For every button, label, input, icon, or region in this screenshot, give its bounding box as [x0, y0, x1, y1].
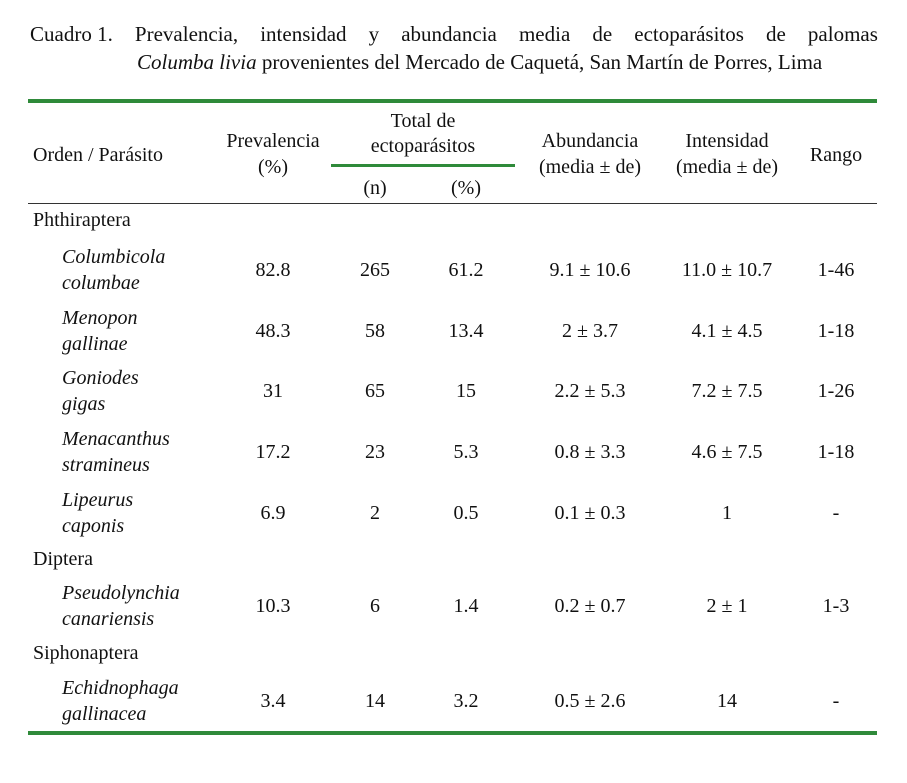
- cell-intensidad: 7.2 ± 7.5: [691, 380, 763, 402]
- parasite-species: caponis: [62, 515, 125, 537]
- parasite-species: stramineus: [62, 454, 150, 476]
- cell-prevalencia: 31: [263, 380, 283, 402]
- cell-prevalencia: 10.3: [255, 595, 291, 617]
- caption-line-1: [30, 20, 878, 48]
- parasite-species: gallinacea: [62, 703, 147, 725]
- cell-prevalencia: 48.3: [255, 320, 291, 342]
- col-header-intensidad-unit: (media ± de): [675, 156, 779, 178]
- caption-word: ectoparásitos: [634, 22, 744, 46]
- caption-word: de: [592, 22, 613, 46]
- cell-intensidad: 14: [717, 690, 737, 712]
- caption-word: intensidad: [260, 22, 347, 46]
- cell-total-n: 58: [365, 320, 385, 342]
- cell-abundancia: 0.2 ± 0.7: [554, 595, 626, 617]
- caption-word: Prevalencia,: [134, 22, 239, 46]
- cell-total-pct: 3.2: [453, 690, 479, 712]
- order-heading: Phthiraptera: [33, 209, 131, 231]
- cell-prevalencia: 17.2: [255, 441, 291, 463]
- parasite-species: gallinae: [62, 333, 128, 355]
- parasite-genus: Menacanthus: [62, 428, 170, 450]
- caption-label: Cuadro 1.: [30, 22, 113, 46]
- caption-word: palomas: [807, 22, 878, 46]
- col-header-pct: (%): [451, 177, 481, 199]
- table-caption: [30, 20, 878, 74]
- caption-word: y: [368, 22, 380, 46]
- col-header-abundancia: Abundancia: [541, 130, 639, 152]
- table-top-rule: [28, 99, 877, 103]
- cell-total-n: 2: [370, 502, 380, 524]
- col-header-abundancia-unit: (media ± de): [538, 156, 642, 178]
- cell-abundancia: 9.1 ± 10.6: [549, 259, 631, 281]
- cell-rango: 1-18: [817, 320, 855, 342]
- cell-rango: 1-46: [817, 259, 855, 281]
- cell-total-n: 14: [365, 690, 385, 712]
- cell-intensidad: 11.0 ± 10.7: [681, 259, 773, 281]
- col-header-prevalencia: Prevalencia: [226, 130, 320, 152]
- cell-total-pct: 1.4: [453, 595, 479, 617]
- cell-rango: 1-3: [822, 595, 850, 617]
- col-header-total: Total de: [390, 110, 456, 132]
- col-header-intensidad: Intensidad: [685, 130, 769, 152]
- cell-abundancia: 0.1 ± 0.3: [554, 502, 626, 524]
- col-header-total-2: ectoparásitos: [370, 135, 476, 157]
- caption-word: abundancia: [401, 22, 497, 46]
- parasite-species: columbae: [62, 272, 140, 294]
- caption-word: media: [518, 22, 571, 46]
- parasite-genus: Echidnophaga: [62, 677, 179, 699]
- total-header-rule: [331, 164, 515, 167]
- cell-prevalencia: 3.4: [260, 690, 286, 712]
- parasite-species: canariensis: [62, 608, 155, 630]
- cell-total-n: 65: [365, 380, 385, 402]
- cell-abundancia: 2.2 ± 5.3: [554, 380, 626, 402]
- cell-total-pct: 15: [456, 380, 476, 402]
- caption-line-2: [137, 48, 822, 76]
- cell-abundancia: 2 ± 3.7: [562, 320, 618, 342]
- col-header-prevalencia-unit: (%): [258, 156, 288, 178]
- cell-total-n: 265: [360, 259, 390, 281]
- cell-abundancia: 0.8 ± 3.3: [554, 441, 626, 463]
- cell-abundancia: 0.5 ± 2.6: [554, 690, 626, 712]
- cell-intensidad: 1: [722, 502, 732, 524]
- cell-total-pct: 5.3: [453, 441, 479, 463]
- cell-total-pct: 61.2: [448, 259, 484, 281]
- parasite-genus: Pseudolynchia: [62, 582, 180, 604]
- cell-total-pct: 13.4: [448, 320, 484, 342]
- cell-prevalencia: 82.8: [255, 259, 291, 281]
- cell-rango: -: [832, 690, 840, 712]
- caption-species: Columba livia: [137, 50, 257, 74]
- header-bottom-rule: [28, 203, 877, 204]
- caption-word: de: [766, 22, 786, 46]
- parasite-genus: Columbicola: [62, 246, 166, 268]
- col-header-rango: Rango: [809, 144, 863, 166]
- col-header-n: (n): [363, 177, 387, 199]
- cell-total-n: 6: [370, 595, 380, 617]
- cell-intensidad: 2 ± 1: [706, 595, 748, 617]
- parasite-genus: Goniodes: [62, 367, 139, 389]
- cell-intensidad: 4.6 ± 7.5: [691, 441, 763, 463]
- order-heading: Diptera: [33, 548, 93, 570]
- cell-intensidad: 4.1 ± 4.5: [691, 320, 763, 342]
- cell-rango: -: [832, 502, 840, 524]
- col-header-orden: Orden / Parásito: [33, 144, 163, 166]
- caption-rest: provenientes del Mercado de Caquetá, San Martín de Porres, Lima: [256, 50, 823, 74]
- cell-total-n: 23: [365, 441, 385, 463]
- cell-prevalencia: 6.9: [260, 502, 286, 524]
- cell-total-pct: 0.5: [453, 502, 479, 524]
- parasite-genus: Lipeurus: [62, 489, 134, 511]
- cell-rango: 1-18: [817, 441, 855, 463]
- parasite-species: gigas: [62, 393, 106, 415]
- order-heading: Siphonaptera: [33, 642, 139, 664]
- table-bottom-rule: [28, 731, 877, 735]
- cell-rango: 1-26: [817, 380, 855, 402]
- parasite-genus: Menopon: [62, 307, 138, 329]
